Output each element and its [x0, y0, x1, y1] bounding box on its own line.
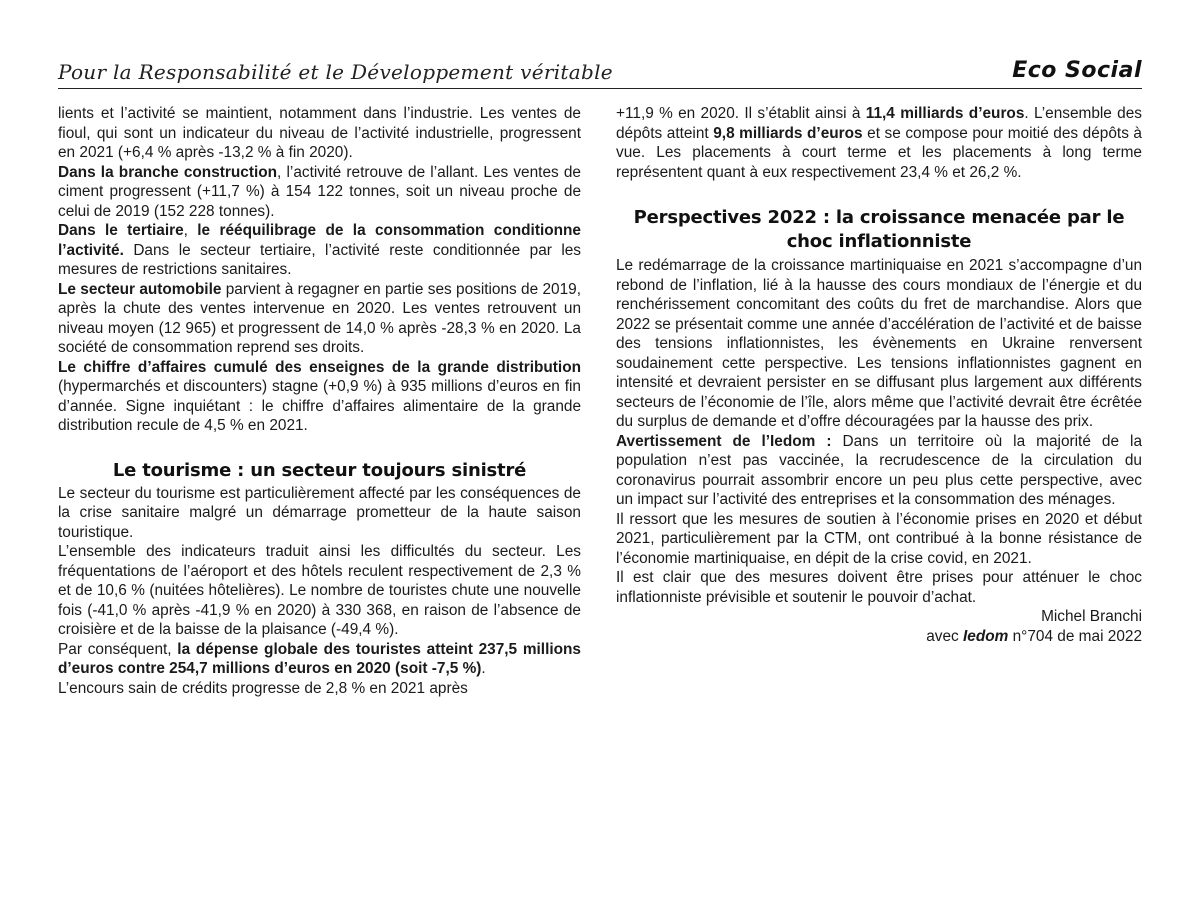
header-rule — [58, 88, 1142, 89]
paragraph-soutien: Il ressort que les mesures de soutien à l’économie prises en 2020 et début 2021, particulièrement par la CTM, ont contribué à la bonne résistance de l’économie martiniquaise, en dépit de la crise covid, en 2021. — [616, 510, 1142, 567]
left-column — [58, 104, 581, 698]
lead-construction: Dans la branche construction — [58, 163, 278, 181]
header-tagline: Pour la Responsabilité et le Développement véritable — [58, 60, 613, 84]
text-avertissement: Dans un territoire où la majorité de la population n’est pas vaccinée, la recrudescence de la circulation du coronavirus pourrait assombrir encore un peu plus cette perspective, avec un impact sur l’activité des entreprises et la consommation des ménages. — [616, 432, 1142, 508]
lead-reequilibrage: le rééquilibrage de la consommation conditionne l’activité. — [58, 222, 581, 259]
lead-tertiaire: Dans le tertiaire — [58, 222, 184, 239]
paragraph-tourisme-1: Le secteur du tourisme est particulièrement affecté par les conséquences de la crise sanitaire malgré un démarrage prometteur de la haute saison touristique. — [58, 484, 581, 541]
paragraph-encours: L’encours sain de crédits progresse de 2,8 % en 2021 après — [58, 679, 468, 697]
lead-avertissement: Avertissement de l’Iedom : — [616, 432, 832, 450]
text-credits-mid: . L’ensemble des dépôts atteint — [616, 105, 1142, 142]
text-credits-post: et se compose pour moitié des dépôts à vue. Les placements à court terme et les placements à long terme représentent quant à eux respectivement 23,4 % et 26,2 %. — [616, 124, 1142, 181]
author-signature: Michel Branchi — [1041, 608, 1142, 625]
text-depense-pre: Par conséquent, — [58, 640, 178, 658]
text-construction: , l’activité retrouve de l’allant. Les ventes de ciment progressent (+11,7 %) à 154 122 tonnes, soit un niveau proche de celui de 2019 (152 228 tonnes). — [58, 163, 581, 220]
source-post: n°704 de mai 2022 — [1008, 627, 1142, 645]
text-credits-pre: +11,9 % en 2020. Il s’établit ainsi à — [616, 105, 866, 122]
paragraph-avertissement — [616, 432, 1142, 510]
section-rubric: Eco Social — [1012, 58, 1142, 83]
paragraph-conclusion: Il est clair que des mesures doivent être prises pour atténuer le choc inflationniste prévisible et soutenir le pouvoir d’achat. — [616, 569, 1142, 606]
source-pre: avec — [926, 627, 964, 645]
paragraph-automobile — [58, 280, 581, 358]
paragraph-credits — [616, 104, 1142, 182]
paragraph-distribution — [58, 358, 581, 436]
text-tertiaire: Dans le secteur tertiaire, l’activité reste conditionnée par les mesures de restrictions sanitaires. — [58, 241, 581, 278]
paragraph-tertiaire — [58, 221, 581, 280]
paragraph-depense — [58, 640, 581, 679]
source-credit — [616, 627, 1142, 647]
paragraph-industrie: lients et l’activité se maintient, notamment dans l’industrie. Les ventes de fioul, qui sont un indicateur du niveau de l’activité industrielle, progressent en 2021 (+6,4 % après -13,2 % à fin 2020). — [58, 105, 581, 161]
lead-depense: la dépense globale des touristes atteint 237,5 millions d’euros contre 254,7 millions d’euros en 2020 (soit -7,5 %) — [58, 640, 581, 677]
text-depense-post: . — [481, 660, 486, 677]
lead-automobile: Le secteur automobile — [58, 280, 222, 298]
paragraph-perspectives: Le redémarrage de la croissance martiniquaise en 2021 s’accompagne d’un rebond de l’inflation, lié à la hausse des cours mondiaux de l’énergie et du renchérissement concomitant des coûts du fret de marchandise. Alors que 2022 se présentait comme une année d’accélération de l’activité et de baisse des tensions inflationnistes, les évènements en Ukraine renversent soudainement cette perspective. Les tensions inflationnistes gagnent en intensité et devraient persister en se diffusant plus largement aux différents secteurs de l’économie de l’île, alors même que l’activité devrait être écrêtée du surplus de demande et d’offre découragées par la hausse des prix. — [616, 257, 1142, 430]
paragraph-construction — [58, 163, 581, 222]
text-distribution: (hypermarchés et discounters) stagne (+0,9 %) à 935 millions d’euros en fin d’année. Signe inquiétant : le chiffre d’affaires alimentaire de la grande distribution recule de 4,5 % en 2021. — [58, 378, 581, 434]
figure-encours: 11,4 milliards d’euros — [865, 105, 1025, 122]
section-title-perspectives: Perspectives 2022 : la croissance menacée par le choc inflationniste — [633, 207, 1125, 252]
lead-distribution: Le chiffre d’affaires cumulé des enseignes de la grande distribution — [58, 358, 581, 376]
page-header — [58, 58, 1142, 88]
separator: , — [183, 222, 198, 239]
figure-depots: 9,8 milliards d’euros — [713, 124, 863, 142]
right-column — [616, 104, 1142, 646]
source-name: Iedom — [963, 627, 1009, 645]
paragraph-tourisme-2: L’ensemble des indicateurs traduit ainsi les difficultés du secteur. Les fréquentations de l’aéroport et des hôtels reculent respectivement de 2,3 % et de 10,6 % (nuitées hôtelières). Le nombre de touristes chute une nouvelle fois (-41,0 % après -41,9 % en 2020) à 330 368, en raison de l’absence de croisière et de la baisse de la plaisance (-49,4 %). — [58, 543, 581, 638]
section-title-tourisme: Le tourisme : un secteur toujours sinistré — [112, 459, 527, 481]
text-automobile: parvient à regagner en partie ses positions de 2019, après la chute des ventes intervenue en 2020. Les ventes retrouvent un niveau moyen (12 965) et progressent de 14,0 % après -28,3 % en 2020. La société de consommation reprend ses droits. — [58, 280, 581, 356]
